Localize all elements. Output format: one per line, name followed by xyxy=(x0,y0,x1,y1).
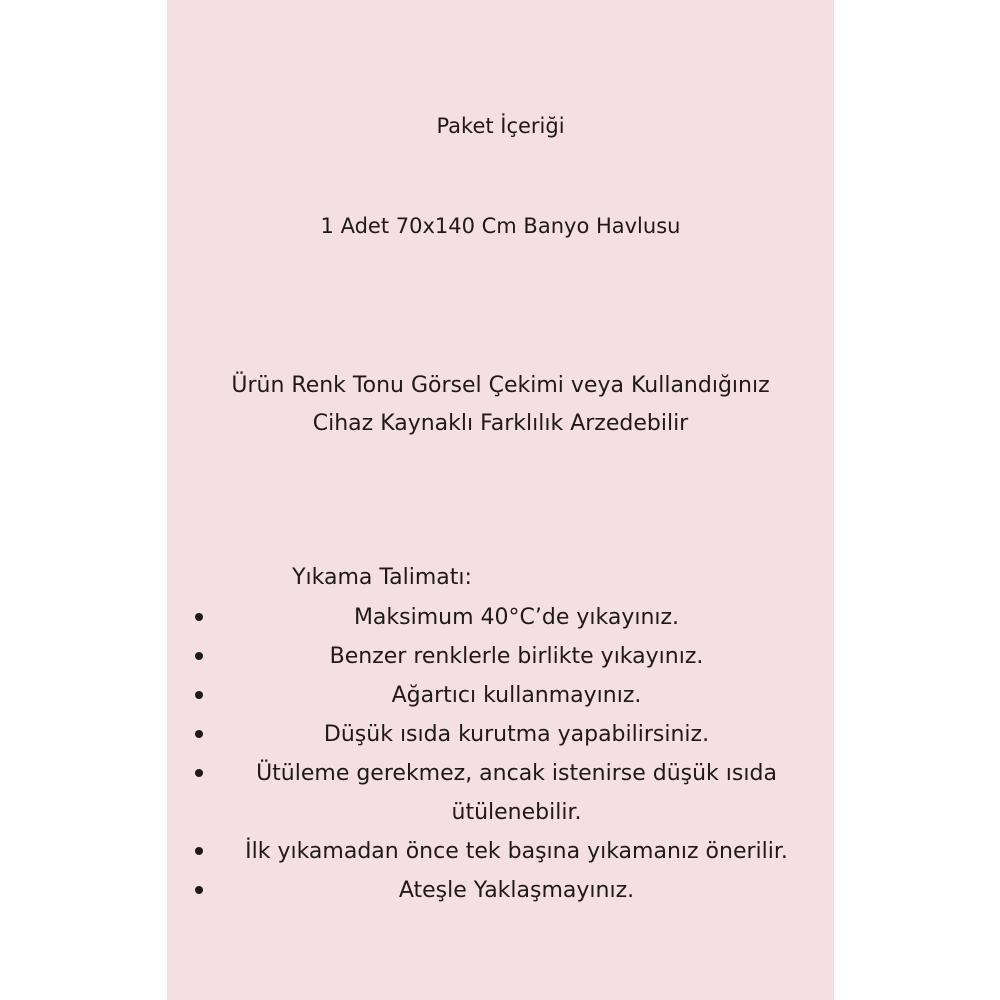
bullet-icon xyxy=(195,613,203,621)
washing-instructions-heading: Yıkama Talimatı: xyxy=(292,565,472,590)
instruction-text: Ağartıcı kullanmayınız. xyxy=(391,683,642,708)
list-item xyxy=(167,598,834,637)
instruction-text: İlk yıkamadan önce tek başına yıkamanız önerilir. xyxy=(245,839,788,864)
washing-instructions-list xyxy=(167,598,834,910)
instruction-text: Benzer renklerle birlikte yıkayınız. xyxy=(329,644,704,669)
package-contents-title: Paket İçeriği xyxy=(436,114,565,138)
bullet-icon xyxy=(195,691,203,699)
instruction-text: Ütüleme gerekmez, ancak istenirse düşük ısıda ütülenebilir. xyxy=(256,761,777,825)
instruction-text: Düşük ısıda kurutma yapabilirsiniz. xyxy=(323,722,710,747)
package-contents-item: 1 Adet 70x140 Cm Banyo Havlusu xyxy=(320,214,681,238)
list-item xyxy=(167,715,834,754)
instruction-text: Maksimum 40°C’de yıkayınız. xyxy=(353,605,680,630)
list-item xyxy=(167,754,834,832)
instruction-text: Ateşle Yaklaşmayınız. xyxy=(398,878,635,903)
bullet-icon xyxy=(195,769,203,777)
list-item xyxy=(167,676,834,715)
bullet-icon xyxy=(195,886,203,894)
bullet-icon xyxy=(195,847,203,855)
disclaimer-line: Cihaz Kaynaklı Farklılık Arzedebilir xyxy=(312,411,689,436)
list-item xyxy=(167,637,834,676)
color-disclaimer xyxy=(167,367,834,443)
product-info-card xyxy=(167,0,834,1000)
list-item xyxy=(167,871,834,910)
bullet-icon xyxy=(195,730,203,738)
list-item xyxy=(167,832,834,871)
disclaimer-line: Ürün Renk Tonu Görsel Çekimi veya Kullandığınız xyxy=(231,373,770,398)
bullet-icon xyxy=(195,652,203,660)
